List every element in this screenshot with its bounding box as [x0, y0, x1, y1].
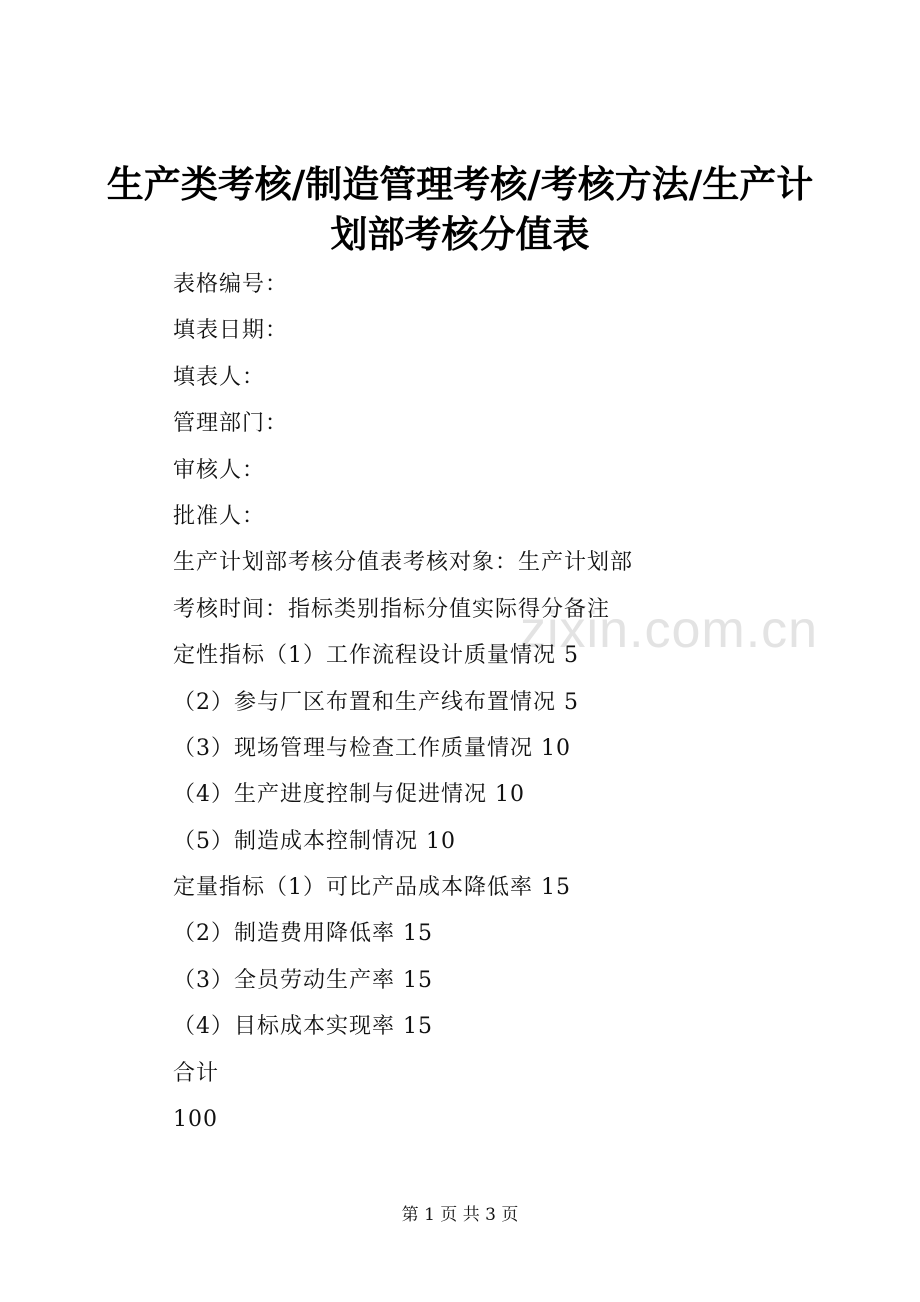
document-body: [173, 262, 873, 1143]
total-label: 合计: [173, 1060, 220, 1086]
department-label: 管理部门：: [173, 411, 289, 437]
qualitative-item-5: （5）制造成本控制情况 10: [173, 828, 456, 854]
assessment-object-line: 生产计划部考核分值表考核对象：生产计划部: [173, 550, 634, 576]
document-title: [60, 160, 860, 260]
quantitative-item-2: （2）制造费用降低率 15: [173, 921, 433, 947]
watermark: zixin.com.cn: [520, 601, 819, 659]
table-header-line: 考核时间：指标类别指标分值实际得分备注: [173, 596, 611, 622]
quantitative-item-3: （3）全员劳动生产率 15: [173, 967, 433, 993]
reviewer-label: 审核人：: [173, 457, 266, 483]
total-value: 100: [173, 1107, 218, 1133]
qualitative-item-3: （3）现场管理与检查工作质量情况 10: [173, 735, 571, 761]
quantitative-item-1: 定量指标（1）可比产品成本降低率 15: [173, 875, 571, 901]
page-footer: 第 1 页 共 3 页: [401, 1205, 519, 1225]
title-line-2: 划部考核分值表: [330, 213, 590, 256]
fill-date-label: 填表日期：: [173, 318, 289, 344]
quantitative-item-4: （4）目标成本实现率 15: [173, 1014, 433, 1040]
filler-label: 填表人：: [173, 364, 266, 390]
qualitative-item-1: 定性指标（1）工作流程设计质量情况 5: [173, 643, 579, 669]
approver-label: 批准人：: [173, 503, 266, 529]
qualitative-item-2: （2）参与厂区布置和生产线布置情况 5: [173, 689, 579, 715]
qualitative-item-4: （4）生产进度控制与促进情况 10: [173, 782, 525, 808]
title-line-1: 生产类考核/制造管理考核/考核方法/生产计: [106, 163, 814, 206]
form-number-label: 表格编号：: [173, 272, 289, 297]
